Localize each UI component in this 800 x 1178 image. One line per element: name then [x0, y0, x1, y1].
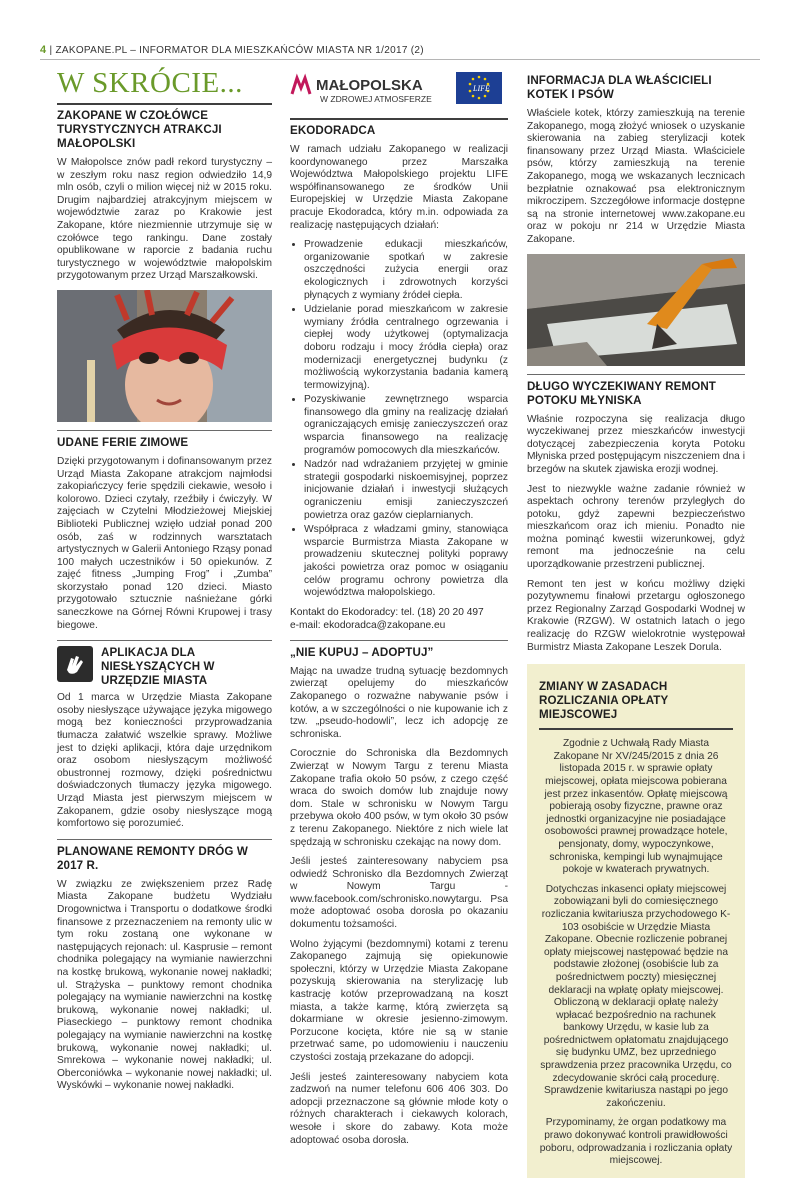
article-header-row	[57, 646, 272, 688]
sign-language-icon	[57, 646, 93, 682]
list-item: • Prowadzenie edukacji mieszkańców, organizowanie spotkań w zakresie oszczędności zużycia energii oraz ekologicznych i zdrowotnych korzyści płynących z wymiany źródeł ciepła.	[304, 239, 508, 302]
eu-life-text: LIFE	[473, 84, 490, 93]
article-heading: „NIE KUPUJ – ADOPTUJ”	[290, 645, 434, 659]
article-heading: PLANOWANE REMONTY DRÓG W 2017 R.	[57, 844, 248, 872]
article-body: Jeśli jesteś zainteresowany nabyciem kota zadzwoń na numer telefonu 606 406 303. Do adopcji przeznaczone są głównie młode koty o różnych charakterach i ciekawych kolorach, wesołe i skore do zabawy. Kota może adoptować osoba dorosła.	[290, 1071, 508, 1146]
bullet-list	[290, 239, 508, 600]
eu-life-logo	[456, 72, 502, 104]
info-box	[527, 664, 745, 1178]
logo-sub-text: W ZDROWEJ ATMOSFERZE	[320, 94, 432, 104]
article-body: Wolno żyjącymi (bezdomnymi) kotami z terenu Zakopanego zajmują się opiekunowie społeczni, którzy w Urzędzie Miasta Zakopane pozyskują skierowania na sterylizację lub kastrację kotów przeprowadzaną na koszt miasta, a także karmę, którą zwierzęta są dokarmiane w okresie jesienno-zimowym. Porzucone kocięta, które nie są w stanie przetrwać same, po udomowieniu i nauczeniu czystości zostają przekazane do adopcji.	[290, 938, 508, 1063]
child-mask-photo	[57, 290, 272, 422]
article-body: Dzięki przygotowanym i dofinansowanym przez Urząd Miasta Zakopane atrakcjom najmłodsi zakopiańczycy ferie spędzili ciekawie, wesoło i kolorowo. Dzieci czytały, rzeźbiły i ćwiczyły. W zajęciach w Czytelni Młodzieżowej Miejskiej Biblioteki Publicznej wzięło udział ponad 200 osób, zaś w rodzinnych warsztatach artystycznych w Galerii Antoniego Rząsy ponad 100 małych uczestników i 50 opiekunów. Z zajęć fitness „Jumping Frog” i „Zumba” skorzystało ponad 120 dzieci. Miasto przygotowało sztucznie naśnieżane górki saneczkowe na Górnej Równi Krupowej i trasy biegowe.	[57, 455, 272, 631]
list-item: • Udzielanie porad mieszkańcom w zakresie wymiany źródła centralnego ogrzewania i ciepłej wody użytkowej (optymalizacja doboru rodzaju i mocy źródła ciepła) oraz modernizacji energetycznej budynku (z możliwością wykorzystania badania kamerą termowizyjną).	[304, 304, 508, 392]
article-body: Jest to niezwykle ważne zadanie również w aspektach ochrony terenów przyległych do potoku, gdyż zapewni bezpieczeństwo mieszkańcom oraz ich mieniu. Ponadto nie można pominąć kwestii wizerunkowej, gdyż remont ma jednocześnie na celu uporządkowanie przestrzeni publicznej.	[527, 483, 745, 571]
column-2	[290, 64, 508, 1154]
article-heading: APLIKACJA DLA NIESŁYSZĄCYCH W URZĘDZIE MIASTA	[101, 646, 215, 688]
header-separator: |	[49, 45, 56, 56]
article-heading: EKODORADCA	[290, 124, 376, 137]
article-body: Od 1 marca w Urzędzie Miasta Zakopane osoby niesłyszące używające języka migowego mogą bez konieczności przyprowadzania tłumacza załatwić wszelkie sprawy. Możliwe jest to dzięki aplikacji, która daje urzędnikom oraz osobom niesłyszącym możliwość obustronnej rozmowy, dzięki pośrednictwu doświadczonych tłumaczy języka migowego. Urząd Miasta jest pierwszym miejscem w Zakopanem, gdzie osoby niesłyszące mogą komfortowo się porozumieć.	[57, 692, 272, 830]
article-body: W związku ze zwiększeniem przez Radę Miasta Zakopane budżetu Wydziału Drogownictwa i Transportu o dodatkowe środki finansowe z przeznaczeniem na remonty ulic w tym roku zostaną one wykonane w następujących rejonach: ul. Kasprusie – remont chodnika polegający na wymianie nawierzchni na kostkę brukową, wykonanie nowej nakładki; ul. Strążyska – punktowy remont chodnika polegający na wymianie nawierzchni na kostkę brukową, wykonanie nowej nakładki; ul. Piaseckiego – punktowy remont chodnika polegający na wymianie nawierzchni na kostkę brukową, wykonanie nowej nakładki; ul. Smrekowa – wykonanie nowej nakładki; ul. Oberconiówka – wykonanie nowej nakładki; ul. Wyskówki – wykonanie nowej nakładki.	[57, 878, 272, 1092]
article-heading: DŁUGO WYCZEKIWANY REMONT POTOKU MŁYNISKA	[527, 379, 716, 407]
page-header	[40, 44, 760, 58]
divider	[57, 640, 272, 641]
excavator-photo	[527, 254, 745, 366]
article-heading: UDANE FERIE ZIMOWE	[57, 435, 189, 449]
article-body: Jeśli jesteś zainteresowany nabyciem psa odwiedź Schronisko dla Bezdomnych Zwierząt w Nowym Targu - www.facebook.com/schronisko.nowytargu. Psa może adoptować osoba dorosła po okazaniu dokumentu tożsamości.	[290, 856, 508, 931]
section-title: W SKRÓCIE...	[57, 67, 243, 99]
column-1	[57, 64, 272, 1100]
title-rule	[57, 103, 272, 105]
article-body: W ramach udziału Zakopanego w realizacji koordynowanego przez Marszałka Województwa Małopolskiego projektu LIFE współfinansowanego ze środków Unii Europejskiej w Urzędzie Miasta Zakopane pracuje Ekodoradca, który m.in. odpowiada za realizację następujących działań:	[290, 144, 508, 231]
header-divider	[40, 59, 760, 60]
box-heading: ZMIANY W ZASADACH ROZLICZANIA OPŁATY MIEJSCOWEJ	[539, 680, 669, 722]
box-body: Przypominamy, że organ podatkowy ma prawo dokonywać kontroli prawidłowości poboru, odprowadzania i rozliczania opłaty miejscowej.	[539, 1117, 733, 1167]
column-3	[527, 64, 745, 1178]
article-body: Mając na uwadze trudną sytuację bezdomnych zwierząt opelujemy do mieszkańców Zakopanego o rozważne nabywanie psów i kotów, a w szczególności o nie kupowanie ich z tzw. „pseudo-hodowli”, lecz ich adopcję ze schroniska.	[290, 665, 508, 740]
divider	[57, 839, 272, 840]
page-number: 4	[40, 44, 47, 56]
divider	[527, 374, 745, 375]
list-item: • Pozyskiwanie zewnętrznego wsparcia finansowego dla gminy na realizację działań ograniczających emisję zanieczyszczeń oraz wsparcia finansowego na realizację programów pomocowych dla mieszkańców.	[304, 394, 508, 457]
list-item: • Współpraca z władzami gminy, stanowiąca wsparcie Burmistrza Miasta Zakopane w prowadzeniu skutecznej polityki poprawy jakości powietrza oraz pomoc w osiąganiu celów programu ochrony powietrza dla województwa małopolskiego.	[304, 524, 508, 600]
article-body: Remont ten jest w końcu możliwy dzięki pozytywnemu finałowi przetargu ogłoszonego przez Regionalny Zarząd Gospodarki Wodnej w Krakowie (RZGW). W ostatnich latach o jego realizację do RZGW wielokrotnie występował Burmistrz Miasta Zakopane Leszek Dorula.	[527, 578, 745, 653]
article-heading: INFORMACJA DLA WŁAŚCICIELI KOTEK I PSÓW	[527, 74, 712, 101]
contact-phone: Kontakt do Ekodoradcy: tel. (18) 20 20 497	[290, 606, 484, 618]
logos-row	[290, 70, 508, 106]
article-body: Właśnie rozpoczyna się realizacja długo wyczekiwanej przez mieszkańców inwestycji dotyczącej zabezpieczenia koryta Potoku Młyniska przed postępującym niszczeniem dna i brzegów na skutek zjawiska erozji wodnej.	[527, 413, 745, 475]
divider	[57, 430, 272, 431]
article-body: W Małopolsce znów padł rekord turystyczny – w zeszłym roku nasz region odwiedziło 14,9 mln osób, czyli o milion więcej niż w 2015 roku. Drugim najbardziej atrakcyjnym miejscem w województwie zaraz po Krakowie jest Zakopane, które niezmiennie utrzymuje się w czołówce tego rankingu. Dane zostały opublikowane w raporcie z badania ruchu turystycznego w województwie małopolskim przygotowanym przez Urząd Marszałkowski.	[57, 157, 272, 282]
article-body: Właściele kotek, którzy zamieszkują na terenie Zakopanego, mogą złożyć wniosek o uzyskanie skierowania na zabieg sterylizacji kotek finansowany przez Urząd Miasta. Właściciele psów, którzy zamieszkują na terenie Zakopanego, mogą we wskazanych lecznicach bezpłatnie oznakować psa elektronicznym mikroczipem. Szczegółowe informacje dostępne są na stronie internetowej www.zakopane.eu oraz w pokoju nr 214 w Urzędzie Miasta Zakopane.	[527, 108, 745, 245]
box-body: Dotychczas inkasenci opłaty miejscowej zobowiązani byli do comiesięcznego rozliczania kwitariusza przychodowego K-103 osobiście w Urzędzie Miasta Zakopane. Obecnie rozliczenie pobranej opłaty miejscowej następować będzie na podstawie złożonej (osobiście lub za pośrednictwem poczty) miesięcznej deklaracji na wpłatę opłaty miejscowej. Obliczoną w deklaracji opłatę należy wpłacać bezpośrednio na rachunek bankowy Urzędu, w kasie lub za pośrednictwem opłatomatu znajdującego się budynku UMZ, bez uprzedniego sprawdzenia przez pracownika Urzędu, co zdecydowanie skróci całą procedurę. Sprawdzenie kwitariusza nastąpi po jego zakończeniu.	[540, 883, 732, 1109]
malopolska-logo	[290, 70, 450, 106]
contact-email[interactable]: e-mail: ekodoradca@zakopane.eu	[290, 619, 446, 631]
list-item: • Nadzór nad wdrażaniem przyjętej w gminie strategii gospodarki niskoemisyjnej, poprzez inicjowanie działań i inwestycji służących ograniczeniu emisji zanieczyszczeń powietrza oraz gazów cieplarnianych.	[304, 459, 508, 522]
box-body: Zgodnie z Uchwałą Rady Miasta Zakopane Nr XV/245/2015 z dnia 26 listopada 2015 r. w sprawie opłaty miejscowej, opłata miejscowa pobierana jest przez inkasentów. Opłatę miejscową pobierają osoby fizyczne, prawne oraz jednostki organizacyjne nie posiadające osobowości prawnej prowadzące hotele, pensjonaty, domy, wypoczynkowe, schroniska, kempingi lub wynajmujące pokoje w kwaterach prywatnych.	[544, 738, 728, 876]
title-rule	[290, 118, 508, 120]
article-body: Corocznie do Schroniska dla Bezdomnych Zwierząt w Nowym Targu z terenu Miasta Zakopane trafia około 50 psów, z czego część wraca do swoich domów lub znajduje nowy dom. Stale w schronisku w Nowym Targu przebywa około 400 psów, w tym około 30 psów z terenu Zakopanego. Niektóre z nich wiele lat spędzają w schronisku czekając na nowy dom.	[290, 748, 508, 848]
header-text: ZAKOPANE.PL – INFORMATOR DLA MIESZKAŃCÓW MIASTA NR 1/2017 (2)	[55, 45, 424, 56]
logo-main-text: MAŁOPOLSKA	[316, 77, 423, 94]
article-heading: ZAKOPANE W CZOŁÓWCE TURYSTYCZNYCH ATRAKCJI MAŁOPOLSKI	[57, 109, 222, 150]
box-rule	[539, 728, 733, 730]
divider	[290, 640, 508, 641]
